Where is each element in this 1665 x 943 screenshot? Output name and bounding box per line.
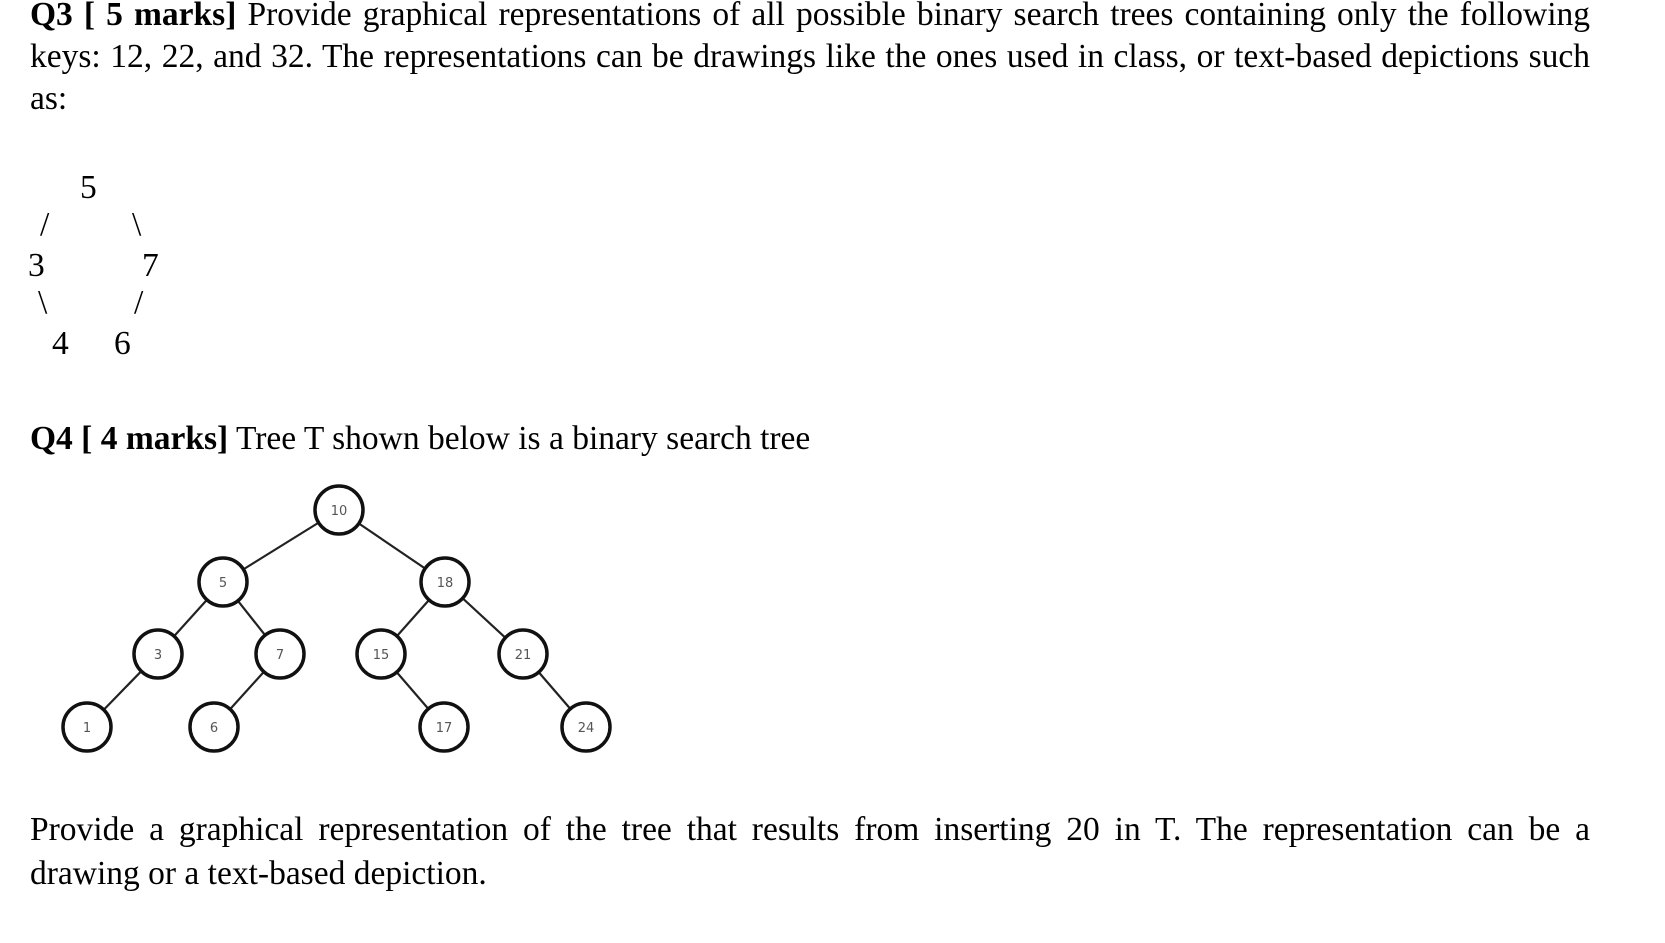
node-1-label: 1 <box>82 721 92 736</box>
node-17-label: 17 <box>435 721 453 736</box>
node-10-label: 10 <box>330 504 348 519</box>
node-17 <box>420 703 468 751</box>
q4-label: Q4 [ 4 marks] <box>30 420 229 457</box>
node-21 <box>499 630 547 678</box>
node-15 <box>357 630 405 678</box>
node-5-label: 5 <box>218 576 228 591</box>
example-edge-right-left: / <box>134 284 144 321</box>
tree-t-edges <box>87 510 586 727</box>
example-edge-root-right: \ <box>132 206 142 243</box>
example-node-root: 5 <box>80 169 97 206</box>
q4-followup-paragraph: Provide a graphical representation of the tree that results from inserting 20 in T. The representation can be a drawing or a text-based depiction. <box>30 811 1590 892</box>
node-15-label: 15 <box>372 648 390 663</box>
example-node-left-right: 4 <box>52 325 69 362</box>
q3-label: Q3 [ 5 marks] <box>30 0 237 33</box>
node-21-label: 21 <box>514 648 532 663</box>
node-5 <box>199 558 247 606</box>
example-edge-root-left: / <box>40 206 50 243</box>
node-6-label: 6 <box>209 721 219 736</box>
node-3-label: 3 <box>153 648 163 663</box>
node-10 <box>315 486 363 534</box>
node-24 <box>562 703 610 751</box>
q3-body: Provide graphical representations of all possible binary search trees containing only the following keys: 12, 22, and 32. The representations can be drawings like the ones used in class, or text-based depictions such as: <box>30 0 1590 117</box>
node-7 <box>256 630 304 678</box>
node-6 <box>190 703 238 751</box>
example-node-right: 7 <box>142 247 159 284</box>
node-3 <box>134 630 182 678</box>
example-node-right-left: 6 <box>114 325 131 362</box>
example-node-left: 3 <box>28 247 45 284</box>
q4-body: Tree T shown below is a binary search tree <box>228 420 811 457</box>
example-edge-left-right: \ <box>38 284 48 321</box>
node-18-label: 18 <box>436 576 454 591</box>
node-7-label: 7 <box>275 648 285 663</box>
node-18 <box>421 558 469 606</box>
node-24-label: 24 <box>577 721 595 736</box>
tree-t-nodes <box>63 486 610 751</box>
node-1 <box>63 703 111 751</box>
